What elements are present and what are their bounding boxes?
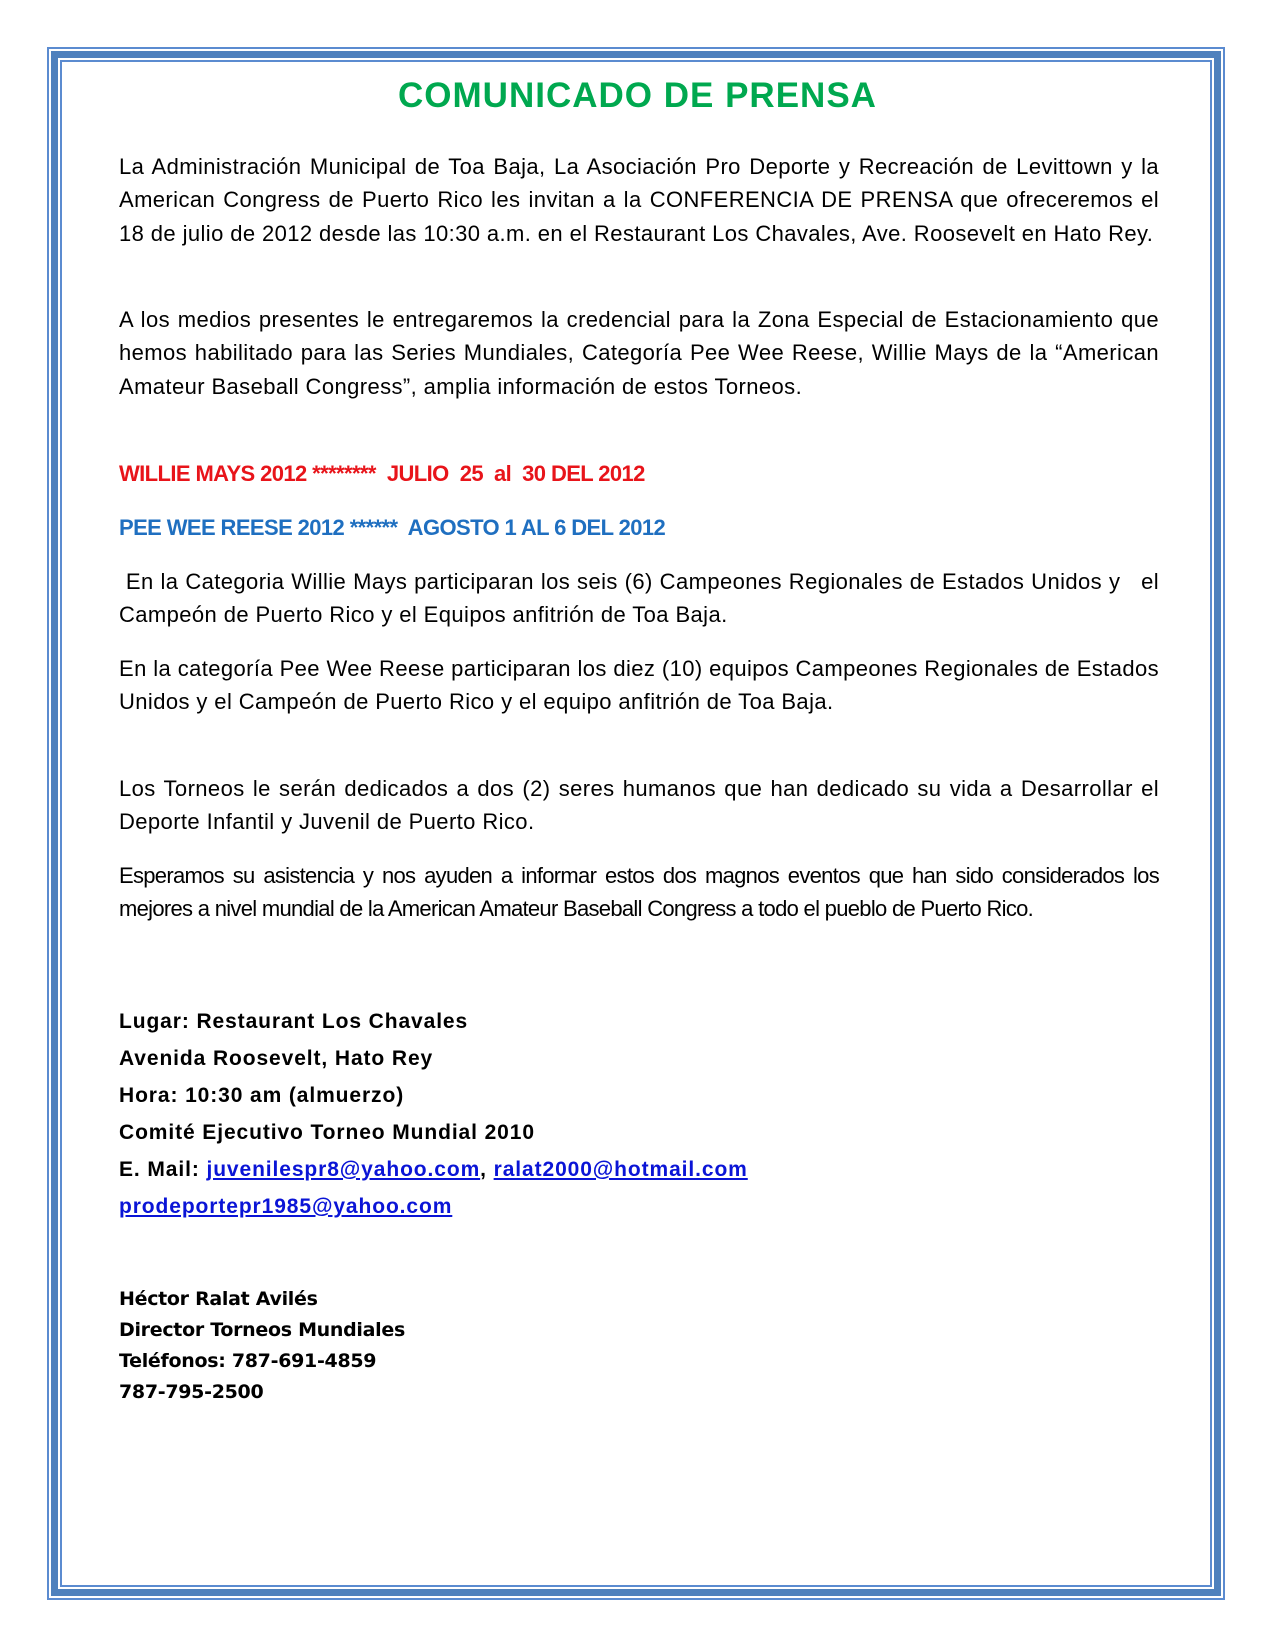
event-willie-mays-dates: WILLIE MAYS 2012 ******** JULIO 25 al 30 DEL 2012 — [119, 461, 645, 486]
email-link-juvenilespr8[interactable]: juvenilespr8@yahoo.com — [206, 1158, 481, 1181]
paragraph-willie-mays-category: En la Categoria Willie Mays participaran los seis (6) Campeones Regionales de Estados Unidos y el Campeón de Puerto Rico y el Equipos anfitrión de Toa Baja. — [119, 569, 1166, 628]
signature-phone-1: Teléfonos: 787-691-4859 — [119, 1350, 377, 1372]
event-pee-wee-reese-dates: PEE WEE REESE 2012 ****** AGOSTO 1 AL 6 DEL 2012 — [119, 515, 666, 540]
paragraph-media-credential: A los medios presentes le entregaremos la credencial para la Zona Especial de Estacionamiento que hemos habilitado para las Series Mundiales, Categoría Pee Wee Reese, Willie Mays de la “American Amateur Baseball Congress”, amplia información de estos Torneos. — [119, 307, 1159, 399]
email-label: E. Mail: — [119, 1158, 207, 1181]
info-avenida: Avenida Roosevelt, Hato Rey — [119, 1047, 434, 1070]
email-link-ralat2000[interactable]: ralat2000@hotmail.com — [493, 1158, 748, 1181]
paragraph-invitation: La Administración Municipal de Toa Baja, La Asociación Pro Deporte y Recreación de Levittown y la American Congress de Puerto Rico les invitan a la CONFERENCIA DE PRENSA que ofreceremos el 18 de julio de 2012 desde las 10:30 a.m. en el Restaurant Los Chavales, Ave. Roosevelt en Hato Rey. — [119, 154, 1159, 246]
signature-name: Héctor Ralat Avilés — [119, 1288, 318, 1310]
paragraph-dedication: Los Torneos le serán dedicados a dos (2) seres humanos que han dedicado su vida a Desarrollar el Deporte Infantil y Juvenil de Puerto Rico. — [119, 776, 1159, 835]
email-separator: , — [480, 1158, 494, 1181]
signature-phone-2: 787-795-2500 — [119, 1381, 264, 1403]
info-email-line-2 — [119, 1188, 452, 1225]
paragraph-pee-wee-reese-category: En la categoría Pee Wee Reese participaran los diez (10) equipos Campeones Regionales de Estados Unidos y el Campeón de Puerto Rico y el equipo anfitrión de Toa Baja. — [119, 656, 1159, 715]
paragraph-attendance: Esperamos su asistencia y nos ayuden a informar estos dos magnos eventos que han sido considerados los mejores a nivel mundial de la American Amateur Baseball Congress a todo el pueblo de Puerto Rico. — [119, 863, 1159, 922]
info-comite: Comité Ejecutivo Torneo Mundial 2010 — [119, 1121, 535, 1144]
signature-role: Director Torneos Mundiales — [119, 1319, 405, 1341]
info-lugar: Lugar: Restaurant Los Chavales — [119, 1010, 469, 1033]
document-title: COMUNICADO DE PRENSA — [398, 76, 877, 115]
info-hora: Hora: 10:30 am (almuerzo) — [119, 1084, 405, 1107]
info-email-line — [119, 1151, 748, 1188]
email-link-prodeportepr1985[interactable]: prodeportepr1985@yahoo.com — [119, 1195, 453, 1218]
